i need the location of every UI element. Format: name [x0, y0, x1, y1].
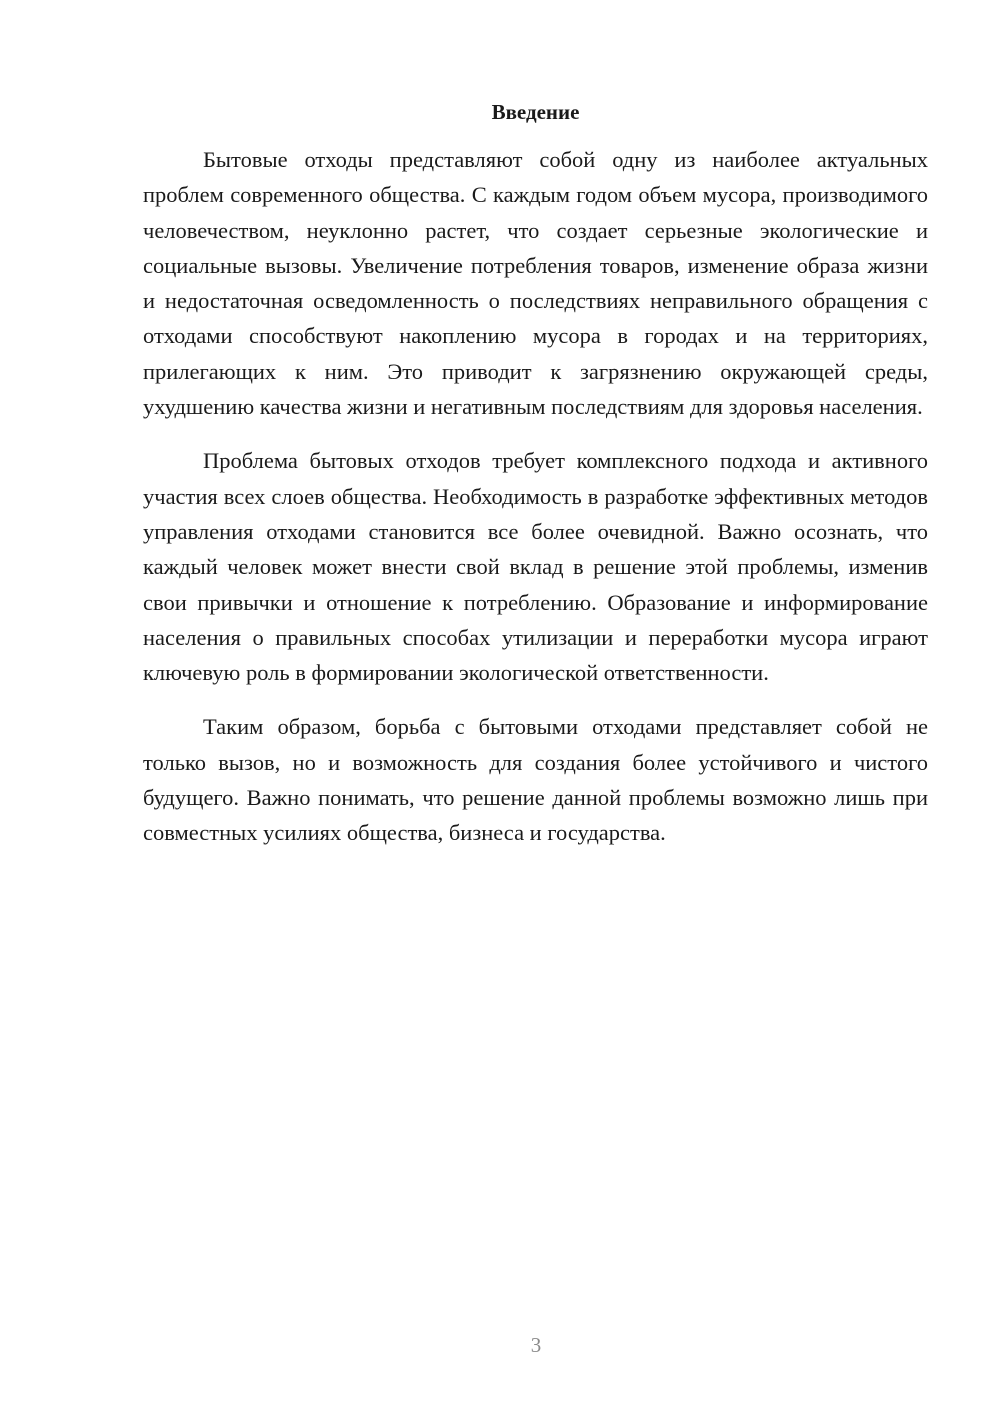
body-text: [143, 142, 928, 870]
paragraph-3: Таким образом, борьба с бытовыми отходами представляет собой не только вызов, но и возможность для создания более устойчивого и чистого будущего. Важно понимать, что решение данной проблемы возможно лишь при совместных усилиях общества, бизнеса и государства.: [143, 714, 928, 846]
page-number: 3: [530, 1333, 542, 1357]
paragraph-2: Проблема бытовых отходов требует комплексного подхода и активного участия всех слоев общества. Необходимость в разработке эффективных методов управления отходами становится все более очевидной. Важно осознать, что каждый человек может внести свой вклад в решение этой проблемы, изменив свои привычки и отношение к потреблению. Образование и информирование населения о правильных способах утилизации и переработки мусора играют ключевую роль в формировании экологической ответственности.: [143, 448, 928, 686]
section-heading: Введение: [491, 100, 580, 124]
paragraph-1: Бытовые отходы представляют собой одну из наиболее актуальных проблем современного общества. С каждым годом объем мусора, производимого человечеством, неуклонно растет, что создает серьезные экологические и социальные вызовы. Увеличение потребления товаров, изменение образа жизни и недостаточная осведомленность о последствиях неправильного обращения с отходами способствуют накоплению мусора в городах и на территориях, прилегающих к ним. Это приводит к загрязнению окружающей среды, ухудшению качества жизни и негативным последствиям для здоровья населения.: [143, 147, 928, 420]
